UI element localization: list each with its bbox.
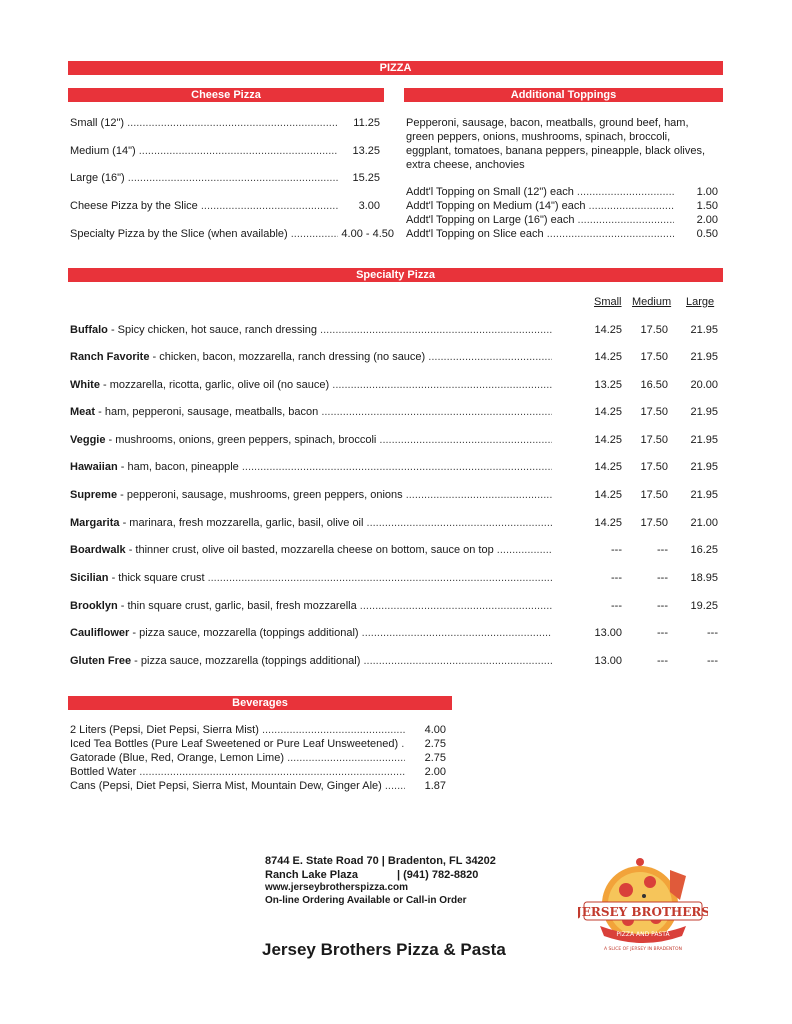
item-price: 2.75 [424, 738, 446, 750]
pizza-name: Veggie [70, 434, 106, 446]
beverage-item [70, 766, 446, 780]
price-small: 14.25 [594, 517, 622, 529]
item-price: 4.00 [424, 724, 446, 736]
pizza-desc: - marinara, fresh mozzarella, garlic, basil, olive oil [119, 517, 364, 529]
price-small: --- [611, 544, 622, 556]
item-label [70, 324, 552, 336]
price-large: 21.95 [690, 351, 718, 363]
item-price: 15.25 [352, 172, 380, 184]
item-label: Medium (14") ..... [70, 145, 338, 157]
item-price: 4.00 - 4.50 [341, 228, 394, 240]
price-small: 14.25 [594, 434, 622, 446]
additional-toppings-header: Additional Toppings [404, 88, 723, 102]
cheese-item [70, 172, 380, 186]
price-large: 19.25 [690, 600, 718, 612]
item-label: Gatorade (Blue, Red, Orange, Lemon Lime) ..... [70, 752, 405, 764]
item-label [70, 489, 552, 501]
plaza-name: Ranch Lake Plaza [265, 869, 358, 881]
pizza-desc: - pizza sauce, mozzarella (toppings additional) [129, 627, 359, 639]
toppings-list-text: Pepperoni, sausage, bacon, meatballs, ground beef, ham, green peppers, onions, mushrooms, spinach, broccoli, eggplant, tomatoes, banana peppers, pineapple, black olives, extra cheese, anchovies [406, 117, 706, 171]
price-medium: --- [657, 600, 668, 612]
item-label [70, 434, 552, 446]
price-large: 21.95 [690, 489, 718, 501]
beverage-item [70, 724, 446, 738]
svg-text:JERSEY BROTHERS: JERSEY BROTHERS [578, 905, 708, 919]
item-label [70, 517, 552, 529]
pizza-name: Gluten Free [70, 655, 132, 667]
specialty-item [70, 351, 718, 365]
topping-item [406, 186, 718, 200]
price-medium: 17.50 [640, 461, 668, 473]
item-label: Addt'l Topping on Slice each ..... [406, 228, 674, 240]
pizza-name: Margarita [70, 517, 120, 529]
pizza-name: Cauliflower [70, 627, 130, 639]
pizza-name: Sicilian [70, 572, 109, 584]
item-label [70, 600, 552, 612]
price-medium: --- [657, 655, 668, 667]
item-label [70, 351, 552, 363]
item-label: Bottled Water ..... [70, 766, 405, 778]
price-small: 14.25 [594, 324, 622, 336]
price-medium: 17.50 [640, 324, 668, 336]
pizza-desc: - thinner crust, olive oil basted, mozzarella cheese on bottom, sauce on top [125, 544, 494, 556]
pizza-desc: - thin square crust, garlic, basil, fresh mozzarella [117, 600, 357, 612]
specialty-item [70, 600, 718, 614]
column-small: Small [594, 296, 622, 308]
price-large: --- [707, 655, 718, 667]
price-medium: 17.50 [640, 489, 668, 501]
item-label: 2 Liters (Pepsi, Diet Pepsi, Sierra Mist) ..... [70, 724, 405, 736]
pizza-desc: - ham, pepperoni, sausage, meatballs, bacon [95, 406, 319, 418]
price-large: 21.95 [690, 434, 718, 446]
pizza-desc: - Spicy chicken, hot sauce, ranch dressing [107, 324, 317, 336]
beverages-header: Beverages [68, 696, 452, 710]
pizza-desc: - pepperoni, sausage, mushrooms, green peppers, onions [117, 489, 403, 501]
cheese-pizza-header: Cheese Pizza [68, 88, 384, 102]
pizza-name: Brooklyn [70, 600, 118, 612]
item-price: 13.25 [352, 145, 380, 157]
beverage-item [70, 780, 446, 794]
item-label: Iced Tea Bottles (Pure Leaf Sweetened or Pure Leaf Unsweetened) ..... [70, 738, 405, 750]
item-label: Addt'l Topping on Small (12") each ..... [406, 186, 674, 198]
item-label [70, 572, 552, 584]
specialty-item [70, 627, 718, 641]
price-small: 14.25 [594, 406, 622, 418]
ordering-note: On-line Ordering Available or Call-in Order [265, 895, 467, 906]
phone-number: | (941) 782-8820 [397, 869, 479, 881]
item-label [70, 627, 552, 639]
item-price: 1.50 [696, 200, 718, 212]
pizza-name: Meat [70, 406, 96, 418]
pizza-section-header: PIZZA [68, 61, 723, 75]
price-small: 14.25 [594, 489, 622, 501]
item-label [70, 379, 552, 391]
website-link[interactable]: www.jerseybrotherspizza.com [265, 882, 409, 893]
pizza-desc: - ham, bacon, pineapple [117, 461, 239, 473]
beverage-item [70, 752, 446, 766]
item-price: 3.00 [358, 200, 380, 212]
pizza-desc: - thick square crust [108, 572, 205, 584]
topping-item [406, 214, 718, 228]
price-small: 14.25 [594, 351, 622, 363]
item-price: 2.00 [696, 214, 718, 226]
pizza-name: Boardwalk [70, 544, 126, 556]
specialty-item [70, 461, 718, 475]
restaurant-name: Jersey Brothers Pizza & Pasta [262, 940, 506, 959]
topping-item [406, 228, 718, 242]
pizza-logo-icon [578, 852, 708, 962]
price-medium: --- [657, 544, 668, 556]
item-price: 0.50 [696, 228, 718, 240]
address-line: 8744 E. State Road 70 | Bradenton, FL 34202 [265, 855, 496, 867]
item-price: 2.75 [424, 752, 446, 764]
pizza-desc: - mushrooms, onions, green peppers, spinach, broccoli [105, 434, 377, 446]
price-large: 21.95 [690, 461, 718, 473]
item-label [70, 406, 552, 418]
price-small: 13.00 [594, 627, 622, 639]
column-large: Large [686, 296, 715, 308]
topping-item [406, 200, 718, 214]
price-medium: 17.50 [640, 351, 668, 363]
pizza-name: Hawaiian [70, 461, 118, 473]
specialty-item [70, 324, 718, 338]
price-medium: 17.50 [640, 517, 668, 529]
price-large: 21.95 [690, 324, 718, 336]
specialty-item [70, 544, 718, 558]
price-large: 21.95 [690, 406, 718, 418]
price-medium: --- [657, 572, 668, 584]
item-label: Cans (Pepsi, Diet Pepsi, Sierra Mist, Mountain Dew, Ginger Ale) ..... [70, 780, 405, 792]
item-label [70, 655, 552, 667]
column-medium: Medium [632, 296, 672, 308]
item-price: 11.25 [353, 117, 380, 129]
specialty-item [70, 517, 718, 531]
specialty-item [70, 406, 718, 420]
specialty-item [70, 379, 718, 393]
beverage-item [70, 738, 446, 752]
price-small: 14.25 [594, 461, 622, 473]
cheese-item [70, 117, 380, 131]
specialty-item [70, 655, 718, 669]
item-price: 2.00 [424, 766, 446, 778]
pizza-name: Buffalo [70, 324, 108, 336]
item-label: Large (16") ..... [70, 172, 338, 184]
cheese-item [70, 145, 380, 159]
price-medium: 16.50 [640, 379, 668, 391]
specialty-item [70, 572, 718, 586]
item-price: 1.00 [696, 186, 718, 198]
specialty-item [70, 489, 718, 503]
specialty-pizza-header: Specialty Pizza [68, 268, 723, 282]
price-small: 13.25 [594, 379, 622, 391]
price-medium: --- [657, 627, 668, 639]
price-large: 20.00 [690, 379, 718, 391]
cheese-item [70, 200, 380, 214]
pizza-name: White [70, 379, 100, 391]
item-label: Addt'l Topping on Medium (14") each ..... [406, 200, 674, 212]
price-small: --- [611, 572, 622, 584]
pizza-desc: - mozzarella, ricotta, garlic, olive oil (no sauce) [99, 379, 330, 391]
price-medium: 17.50 [640, 434, 668, 446]
price-large: 21.00 [690, 517, 718, 529]
price-large: 18.95 [690, 572, 718, 584]
item-label: Small (12") ..... [70, 117, 338, 129]
specialty-item [70, 434, 718, 448]
svg-text:PIZZA AND PASTA: PIZZA AND PASTA [616, 931, 670, 938]
cheese-item [70, 228, 394, 242]
pizza-desc: - pizza sauce, mozzarella (toppings additional) [131, 655, 361, 667]
pizza-name: Supreme [70, 489, 118, 501]
price-large: 16.25 [690, 544, 718, 556]
price-medium: 17.50 [640, 406, 668, 418]
price-small: 13.00 [594, 655, 622, 667]
item-label [70, 544, 552, 556]
item-price: 1.87 [424, 780, 446, 792]
price-small: --- [611, 600, 622, 612]
item-label: Cheese Pizza by the Slice ..... [70, 200, 338, 212]
svg-text:A SLICE OF JERSEY IN BRADENTON: A SLICE OF JERSEY IN BRADENTON [604, 947, 682, 952]
pizza-name: Ranch Favorite [70, 351, 150, 363]
item-label [70, 461, 552, 473]
jersey-brothers-logo [578, 852, 708, 962]
pizza-desc: - chicken, bacon, mozzarella, ranch dressing (no sauce) [149, 351, 426, 363]
item-label: Addt'l Topping on Large (16") each ..... [406, 214, 674, 226]
price-large: --- [707, 627, 718, 639]
item-label: Specialty Pizza by the Slice (when available) ..... [70, 228, 338, 240]
